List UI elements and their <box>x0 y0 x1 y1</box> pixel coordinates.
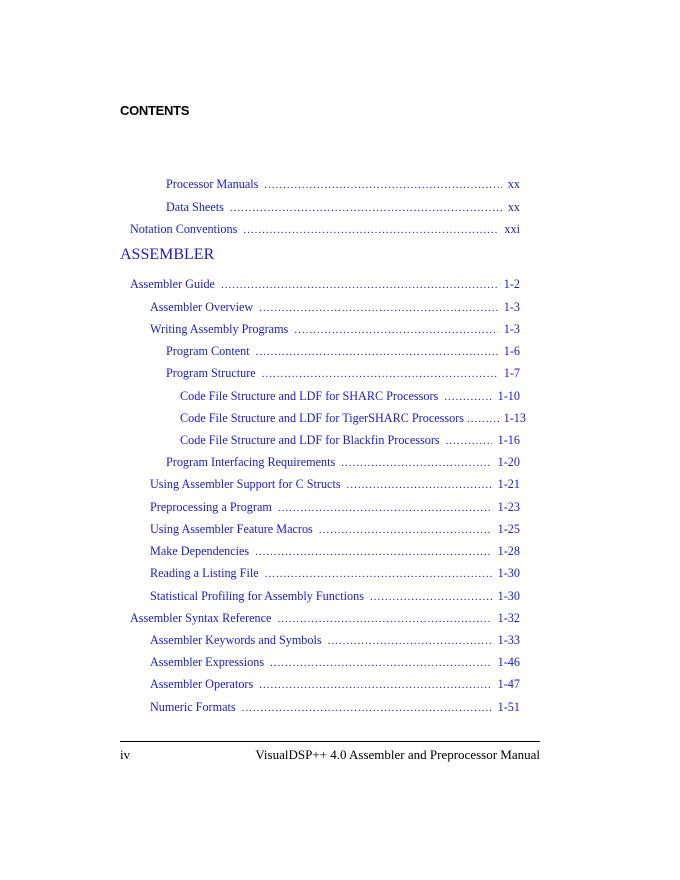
toc-leader <box>467 411 501 427</box>
toc-entry[interactable] <box>166 199 520 215</box>
toc-entry-title[interactable]: Using Assembler Support for C Structs <box>150 477 341 491</box>
toc-entry[interactable] <box>150 543 520 559</box>
toc-entry-page[interactable]: 1-30 <box>497 566 520 580</box>
toc-leader <box>265 566 492 582</box>
toc-entry-title[interactable]: Assembler Expressions <box>150 655 265 669</box>
toc-entry[interactable] <box>150 588 520 604</box>
toc-entry[interactable] <box>166 454 520 470</box>
toc-entry-title[interactable]: Code File Structure and LDF for TigerSHARC Processors <box>180 411 465 425</box>
toc-leader <box>319 522 492 538</box>
footer-page-number: iv <box>120 747 131 762</box>
toc-leader <box>262 366 498 382</box>
toc-leader <box>243 222 498 238</box>
toc-entry-title[interactable]: Assembler Keywords and Symbols <box>150 633 322 647</box>
section-heading[interactable]: ASSEMBLER <box>120 246 215 263</box>
toc-entry-title[interactable]: Numeric Formats <box>150 700 236 714</box>
toc-entry-title[interactable]: Data Sheets <box>166 200 224 214</box>
toc-leader <box>328 633 492 649</box>
footer-manual-title: VisualDSP++ 4.0 Assembler and Preprocessor Manual <box>255 747 540 762</box>
toc-entry[interactable] <box>180 388 520 404</box>
toc-entry[interactable] <box>130 221 520 237</box>
toc-entry[interactable] <box>130 610 520 626</box>
toc-entry-title[interactable]: Reading a Listing File <box>150 566 259 580</box>
toc-entry-page[interactable]: 1-3 <box>503 300 520 314</box>
toc-entry[interactable] <box>180 410 526 426</box>
toc-leader <box>278 500 492 516</box>
toc-entry-title[interactable]: Writing Assembly Programs <box>150 322 289 336</box>
toc-entry-page[interactable]: 1-21 <box>497 477 520 491</box>
toc-leader <box>446 433 492 449</box>
toc-leader <box>444 389 491 405</box>
footer-rule <box>120 741 540 742</box>
toc-entry-page[interactable]: 1-13 <box>503 411 526 425</box>
toc-leader <box>347 477 492 493</box>
toc-entry-page[interactable]: xx <box>507 200 520 214</box>
toc-entry[interactable] <box>150 521 520 537</box>
toc-entry-title[interactable]: Assembler Operators <box>150 677 254 691</box>
toc-entry-page[interactable]: 1-2 <box>503 277 520 291</box>
toc-entry-title[interactable]: Preprocessing a Program <box>150 500 272 514</box>
toc-leader <box>255 544 492 560</box>
toc-entry[interactable] <box>150 654 520 670</box>
toc-entry-title[interactable]: Assembler Overview <box>150 300 254 314</box>
toc-entry-page[interactable]: 1-25 <box>497 522 520 536</box>
toc-leader <box>277 611 491 627</box>
toc-leader <box>370 589 492 605</box>
toc-entry[interactable] <box>150 699 520 715</box>
toc-entry-page[interactable]: 1-10 <box>497 389 520 403</box>
toc-leader <box>259 300 498 316</box>
toc-entry-title[interactable]: Assembler Syntax Reference <box>130 611 272 625</box>
toc-entry[interactable] <box>180 432 520 448</box>
toc-entry-title[interactable]: Statistical Profiling for Assembly Functions <box>150 589 364 603</box>
toc-leader <box>221 277 498 293</box>
toc-entry[interactable] <box>130 276 520 292</box>
toc-entry[interactable] <box>166 176 520 192</box>
toc-entry-title[interactable]: Code File Structure and LDF for Blackfin Processors <box>180 433 440 447</box>
toc-entry-title[interactable]: Program Structure <box>166 366 256 380</box>
toc-leader <box>264 177 501 193</box>
toc-entry-title[interactable]: Processor Manuals <box>166 177 259 191</box>
toc-entry-page[interactable]: 1-3 <box>503 322 520 336</box>
toc-entry-page[interactable]: 1-30 <box>497 589 520 603</box>
toc-entry-title[interactable]: Program Content <box>166 344 250 358</box>
toc-leader <box>259 677 491 693</box>
toc-entry-title[interactable]: Program Interfacing Requirements <box>166 455 336 469</box>
toc-entry[interactable] <box>150 321 520 337</box>
toc-leader <box>341 455 491 471</box>
toc-entry-page[interactable]: 1-16 <box>497 433 520 447</box>
toc-entry-page[interactable]: 1-46 <box>497 655 520 669</box>
toc-entry-title[interactable]: Using Assembler Feature Macros <box>150 522 313 536</box>
toc-entry-page[interactable]: 1-20 <box>497 455 520 469</box>
toc-entry[interactable] <box>150 565 520 581</box>
contents-heading: CONTENTS <box>120 103 190 118</box>
toc-entry-page[interactable]: 1-7 <box>503 366 520 380</box>
toc-leader <box>294 322 497 338</box>
toc-entry[interactable] <box>150 476 520 492</box>
toc-entry-page[interactable]: 1-33 <box>497 633 520 647</box>
toc-entry-page[interactable]: xxi <box>504 222 520 236</box>
toc-entry-page[interactable]: 1-32 <box>497 611 520 625</box>
toc-entry-title[interactable]: Notation Conventions <box>130 222 238 236</box>
toc-entry-title[interactable]: Code File Structure and LDF for SHARC Processors <box>180 389 439 403</box>
toc-entry-page[interactable]: 1-47 <box>497 677 520 691</box>
toc-entry-title[interactable]: Assembler Guide <box>130 277 215 291</box>
toc-entry-page[interactable]: 1-23 <box>497 500 520 514</box>
toc-leader <box>230 200 502 216</box>
toc-entry-title[interactable]: Make Dependencies <box>150 544 250 558</box>
toc-entry-page[interactable]: 1-6 <box>503 344 520 358</box>
toc-entry[interactable] <box>150 632 520 648</box>
toc-entry-page[interactable]: xx <box>507 177 520 191</box>
toc-leader <box>256 344 498 360</box>
toc-entry[interactable] <box>166 365 520 381</box>
toc-leader <box>270 655 492 671</box>
toc-entry-page[interactable]: 1-28 <box>497 544 520 558</box>
toc-entry[interactable] <box>150 676 520 692</box>
toc-entry-page[interactable]: 1-51 <box>497 700 520 714</box>
toc-entry[interactable] <box>166 343 520 359</box>
toc-leader <box>242 700 492 716</box>
toc-entry[interactable] <box>150 499 520 515</box>
toc-entry[interactable] <box>150 299 520 315</box>
